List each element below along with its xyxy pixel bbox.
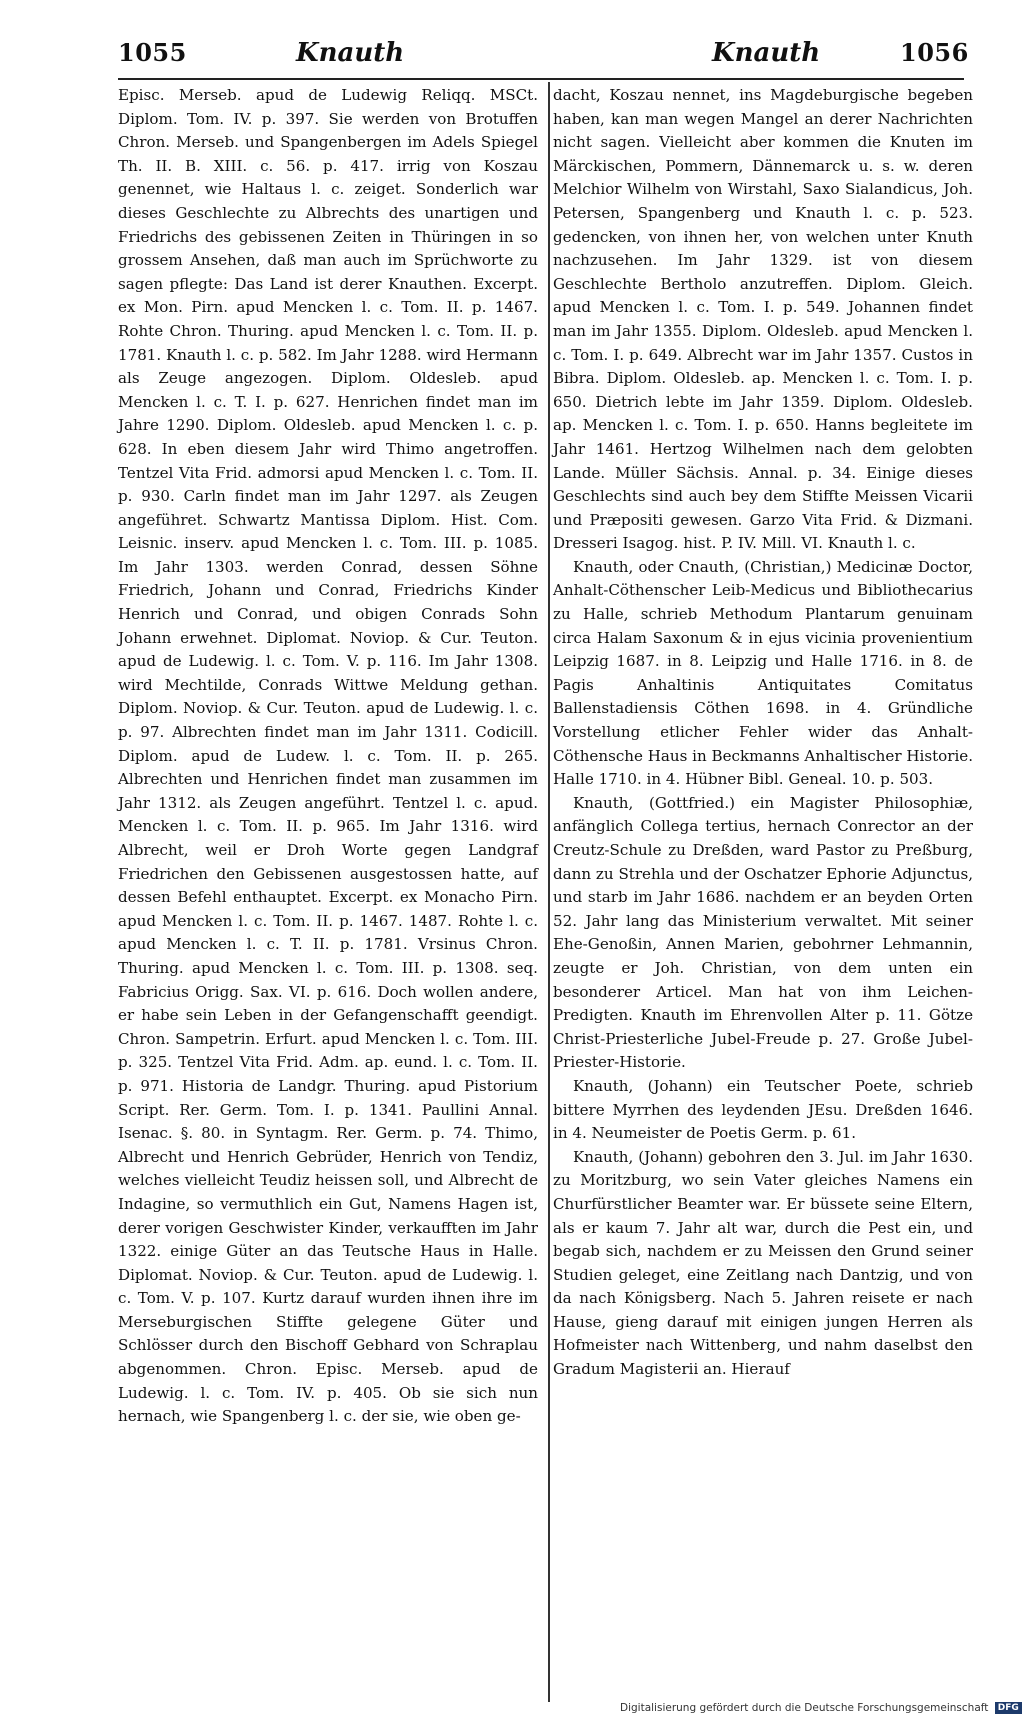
dfg-logo: DFG bbox=[995, 1702, 1022, 1714]
paragraph: Episc. Merseb. apud de Ludewig Reliqq. MSCt. Diplom. Tom. IV. p. 397. Sie werden von Brotuffen Chron. Merseb. und Spangenbergen im Adels Spiegel Th. II. B. XIII. c. 56. p. 417. irrig von Koszau genennet, wie Haltaus l. c. zeiget. Sonderlich war dieses Geschlechte zu Albrechts des unartigen und Friedrichs des gebissenen Zeiten in Thüringen in so grossem Ansehen, daß man auch im Sprüchworte zu sagen pflegte: Das Land ist derer Knauthen. Excerpt. ex Mon. Pirn. apud Mencken l. c. Tom. II. p. 1467. Rohte Chron. Thuring. apud Mencken l. c. Tom. II. p. 1781. Knauth l. c. p. 582. Im Jahr 1288. wird Hermann als Zeuge angezogen. Diplom. Oldesleb. apud Mencken l. c. T. I. p. 627. Henrichen findet man im Jahre 1290. Diplom. Oldesleb. apud Mencken l. c. p. 628. In eben diesem Jahr wird Thimo angetroffen. Tentzel Vita Frid. admorsi apud Mencken l. c. Tom. II. p. 930. Carln findet man im Jahr 1297. als Zeugen angeführet. Schwartz Mantissa Diplom. Hist. Com. Leisnic. inserv. apud Mencken l. c. Tom. III. p. 1085. Im Jahr 1303. werden Conrad, dessen Söhne Friedrich, Johann und Conrad, Friedrichs Kinder Henrich und Conrad, und obigen Conrads Sohn Johann erwehnet. Diplomat. Noviop. & Cur. Teuton. apud de Ludewig. l. c. Tom. V. p. 116. Im Jahr 1308. wird Mechtilde, Conrads Wittwe Meldung gethan. Diplom. Noviop. & Cur. Teuton. apud de Ludewig. l. c. p. 97. Albrechten findet man im Jahr 1311. Codicill. Diplom. apud de Ludew. l. c. Tom. II. p. 265. Albrechten und Henrichen findet man zusammen im Jahr 1312. als Zeugen angeführt. Tentzel l. c. apud. Mencken l. c. Tom. II. p. 965. Im Jahr 1316. wird Albrecht, weil er Droh Worte gegen Landgraf Friedrichen den Gebissenen ausgestossen hatte, auf dessen Befehl enthauptet. Excerpt. ex Monacho Pirn. apud Mencken l. c. Tom. II. p. 1467. 1487. Rohte l. c. apud Mencken l. c. T. II. p. 1781. Vrsinus Chron. Thuring. apud Mencken l. c. Tom. III. p. 1308. seq. Fabricius Origg. Sax. VI. p. 616. Doch wollen andere, er habe sein Leben in der Gefangenschafft geendigt. Chron. Sampetrin. Erfurt. apud Mencken l. c. Tom. III. p. 325. Tentzel Vita Frid. Adm. ap. eund. l. c. Tom. II. p. 971. Historia de Landgr. Thuring. apud Pistorium Script. Rer. Germ. Tom. I. p. 1341. Paullini Annal. Isenac. §. 80. in Syntagm. Rer. Germ. p. 74. Thimo, Albrecht und Henrich Gebrüder, Henrich von Tendiz, welches vielleicht Teudiz heissen soll, und Albrecht de Indagine, so vermuthlich ein Gut, Namens Hagen ist, derer vorigen Geschwister Kinder, verkaufften im Jahr 1322. einige Güter an das Teutsche Haus in Halle. Diplomat. Noviop. & Cur. Teuton. apud de Ludewig. l. c. Tom. V. p. 107. Kurtz darauf wurden ihnen ihre im Merseburgischen Stiffte gelegene Güter und Schlösser durch den Bischoff Gebhard von Schraplau abgenommen. Chron. Episc. Merseb. apud de Ludewig. l. c. Tom. IV. p. 405. Ob sie sich nun hernach, wie Spangenberg l. c. der sie, wie oben ge- bbox=[118, 86, 538, 1426]
digitization-credit bbox=[620, 1702, 1022, 1714]
column-divider bbox=[548, 82, 550, 1702]
entry-knauth-gottfried: Knauth, (Gottfried.) ein Magister Philosophiæ, anfänglich Collega tertius, hernach Conrector an der Creutz-Schule zu Dreßden, ward Pastor zu Preßburg, dann zu Strehla und der Oschatzer Ephorie Adjunctus, und starb im Jahr 1686. nachdem er an beyden Orten 52. Jahr lang das Ministerium verwaltet. Mit seiner Ehe-Genoßin, Annen Marien, gebohrner Lehmannin, zeugte er Joh. Christian, von dem unten ein besonderer Articel. Man hat von ihm Leichen-Predigten. Knauth im Ehrenvollen Alter p. 11. Götze Christ-Priesterliche Jubel-Freude p. 27. Große Jubel-Priester-Historie. bbox=[553, 793, 973, 1072]
credit-text: Digitalisierung gefördert durch die Deutsche Forschungsgemeinschaft bbox=[620, 1702, 989, 1714]
entry-knauth-christian: Knauth, oder Cnauth, (Christian,) Medicinæ Doctor, Anhalt-Cöthenscher Leib-Medicus und Bibliothecarius zu Halle, schrieb Methodum Plantarum genuinam circa Halam Saxonum & in ejus vicinia provenientium Leipzig 1687. in 8. Leipzig und Halle 1716. in 8. de Pagis Anhaltinis Antiquitates Comitatus Ballenstadiensis Cöthen 1698. in 4. Gründliche Vorstellung etlicher Fehler wider das Anhalt-Cöthensche Haus in Beckmanns Anhaltischer Historie. Halle 1710. in 4. Hübner Bibl. Geneal. 10. p. 503. bbox=[553, 557, 974, 789]
entry-knauth-johann-poet: Knauth, (Johann) ein Teutscher Poete, schrieb bittere Myrrhen des leydenden JEsu. Dreßden 1646. in 4. Neumeister de Poetis Germ. p. 61. bbox=[553, 1076, 973, 1143]
paragraph: dacht, Koszau nennet, ins Magdeburgische begeben haben, kan man wegen Mangel an derer Nachrichten nicht sagen. Vielleicht aber kommen die Knuten im Märckischen, Pommern, Dännemarck u. s. w. deren Melchior Wilhelm von Wirstahl, Saxo Sialandicus, Joh. Petersen, Spangenberg und Knauth l. c. p. 523. gedencken, von ihnen her, von welchen unter Knuth nachzusehen. Im Jahr 1329. ist von diesem Geschlechte Bertholo anzutreffen. Diplom. Gleich. apud Mencken l. c. Tom. I. p. 549. Johannen findet man im Jahr 1355. Diplom. Oldesleb. apud Mencken l. c. Tom. I. p. 649. Albrecht war im Jahr 1357. Custos in Bibra. Diplom. Oldesleb. ap. Mencken l. c. Tom. I. p. 650. Dietrich lebte im Jahr 1359. Diplom. Oldesleb. ap. Mencken l. c. Tom. I. p. 650. Hanns begleitete im Jahr 1461. Hertzog Wilhelmen nach dem gelobten Lande. Müller Sächsis. Annal. p. 34. Einige dieses Geschlechts sind auch bey dem Stiffte Meissen Vicarii und Præpositi gewesen. Garzo Vita Frid. & Dizmani. Dresseri Isagog. hist. P. IV. Mill. VI. Knauth l. c. bbox=[553, 86, 973, 553]
entry-knauth-johann-1630: Knauth, (Johann) gebohren den 3. Jul. im Jahr 1630. zu Moritzburg, wo sein Vater gleiches Namens ein Churfürstlicher Beamter war. Er büssete seine Eltern, als er kaum 7. Jahr alt war, durch die Pest ein, und begab sich, nachdem er zu Meissen den Grund seiner Studien geleget, eine Zeitlang nach Dantzig, und von da nach Königsberg. Nach 5. Jahren reisete er nach Hause, gieng darauf mit einigen jungen Herren als Hofmeister nach Wittenberg, und nahm daselbst den Gradum Magisterii an. Hierauf bbox=[553, 1147, 973, 1379]
right-page-number: 1056 bbox=[900, 38, 969, 67]
left-page-number: 1055 bbox=[118, 38, 187, 67]
header-rule bbox=[118, 78, 964, 80]
page-header bbox=[0, 38, 1000, 78]
left-running-title: Knauth bbox=[296, 38, 405, 68]
right-column bbox=[553, 84, 973, 1694]
left-column bbox=[118, 84, 538, 1694]
right-running-title: Knauth bbox=[712, 38, 821, 68]
